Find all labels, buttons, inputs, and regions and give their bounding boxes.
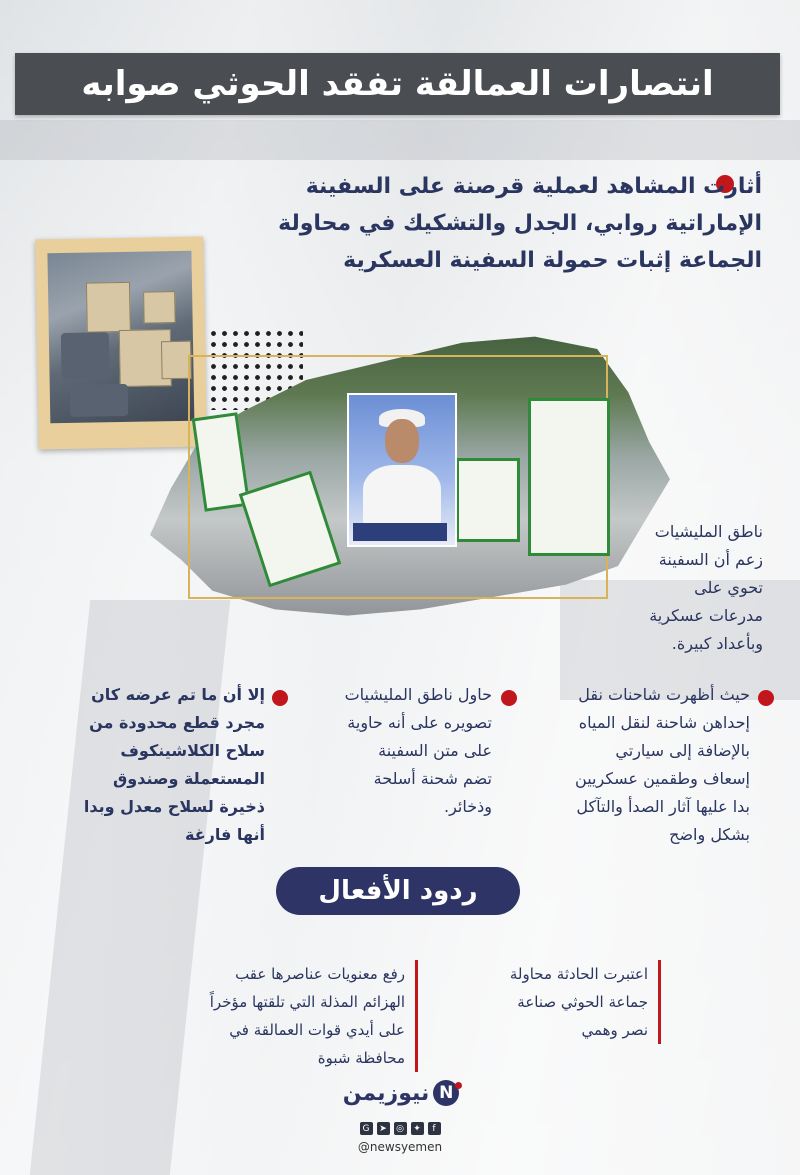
- crate-shape: [143, 291, 176, 324]
- column-line: المستعملة وصندوق: [112, 769, 265, 788]
- ship-photo: [35, 237, 207, 450]
- intro-line: أثارت المشاهد لعملية قرصنة على السفينة: [305, 174, 762, 199]
- telegram-icon[interactable]: ➤: [377, 1122, 390, 1135]
- twitter-icon[interactable]: ✦: [411, 1122, 424, 1135]
- column-line: وذخائر.: [444, 797, 492, 816]
- reaction-line: نصر وهمي: [581, 1021, 648, 1039]
- bullet-icon: [501, 690, 517, 706]
- column-line: ذخيرة لسلاح معدل وبدا: [83, 797, 265, 816]
- intro-line: الجماعة إثبات حمولة السفينة العسكرية: [343, 248, 762, 273]
- vehicle-shape: [61, 332, 110, 379]
- intro-text: [242, 168, 762, 279]
- reaction-line: رفع معنويات عناصرها عقب: [235, 965, 405, 983]
- note-line: ناطق المليشيات: [654, 522, 763, 541]
- google-icon[interactable]: G: [360, 1122, 373, 1135]
- reaction-left: [160, 960, 418, 1072]
- reaction-line: جماعة الحوثي صناعة: [517, 993, 648, 1011]
- column-line: أنها فارغة: [185, 825, 265, 844]
- brand-mark-icon: N: [433, 1080, 459, 1106]
- portrait-detail: [385, 419, 419, 463]
- column-middle: [298, 681, 492, 821]
- column-line: حاول ناطق المليشيات: [344, 685, 492, 704]
- column-right: [520, 681, 750, 849]
- facebook-icon[interactable]: f: [428, 1122, 441, 1135]
- column-line: تصويره على أنه حاوية: [347, 713, 492, 732]
- column-line: حيث أظهرت شاحنات نقل: [578, 685, 750, 704]
- column-line: تضم شحنة أسلحة: [373, 769, 492, 788]
- protest-sign: [456, 458, 520, 542]
- crate-shape: [86, 282, 131, 333]
- column-line: بالإضافة إلى سيارتي: [615, 741, 750, 760]
- instagram-icon[interactable]: ◎: [394, 1122, 407, 1135]
- bullet-icon: [758, 690, 774, 706]
- vehicle-shape: [70, 384, 129, 417]
- reactions-heading: ردود الأفعال: [276, 867, 520, 915]
- social-handle[interactable]: @newsyemen: [357, 1140, 443, 1154]
- ship-photo-image: [47, 251, 194, 423]
- brand-name: نيوزيمن: [342, 1080, 430, 1106]
- page-title: انتصارات العمالقة تفقد الحوثي صوابه: [15, 53, 780, 115]
- portrait-poster: [347, 393, 457, 547]
- bg-detail: [0, 120, 800, 160]
- reaction-right: [470, 960, 661, 1044]
- column-line: إحداهن شاحنة لنقل المياه: [578, 713, 750, 732]
- reaction-line: محافظة شبوة: [317, 1049, 405, 1067]
- brand-logo: [336, 1075, 466, 1111]
- reaction-line: اعتبرت الحادثة محاولة: [509, 965, 648, 983]
- column-line: سلاح الكلاشينكوف: [120, 741, 265, 760]
- column-line: إلا أن ما تم عرضه كان: [91, 685, 265, 704]
- column-line: بشكل واضح: [669, 825, 750, 844]
- note-line: تحوي على: [694, 578, 763, 597]
- note-line: مدرعات عسكرية: [649, 606, 763, 625]
- bullet-icon: [272, 690, 288, 706]
- column-line: بدا عليها آثار الصدأ والتآكل: [576, 797, 750, 816]
- column-line: إسعاف وطقمين عسكريين: [575, 769, 750, 788]
- reaction-line: على أيدي قوات العمالقة في: [229, 1021, 405, 1039]
- reaction-line: الهزائم المذلة التي تلقتها مؤخراً: [209, 993, 405, 1011]
- column-line: مجرد قطع محدودة من: [89, 713, 265, 732]
- column-left: [30, 681, 265, 849]
- portrait-detail: [363, 465, 441, 525]
- social-icons: [355, 1122, 445, 1136]
- spokesman-note: [628, 518, 763, 658]
- note-line: وبأعداد كبيرة.: [671, 634, 763, 653]
- note-line: زعم أن السفينة: [658, 550, 763, 569]
- column-line: على متن السفينة: [378, 741, 492, 760]
- protest-sign: [528, 398, 610, 556]
- intro-line: الإماراتية روابي، الجدل والتشكيك في محاولة: [278, 211, 762, 236]
- portrait-caption-band: [353, 523, 447, 541]
